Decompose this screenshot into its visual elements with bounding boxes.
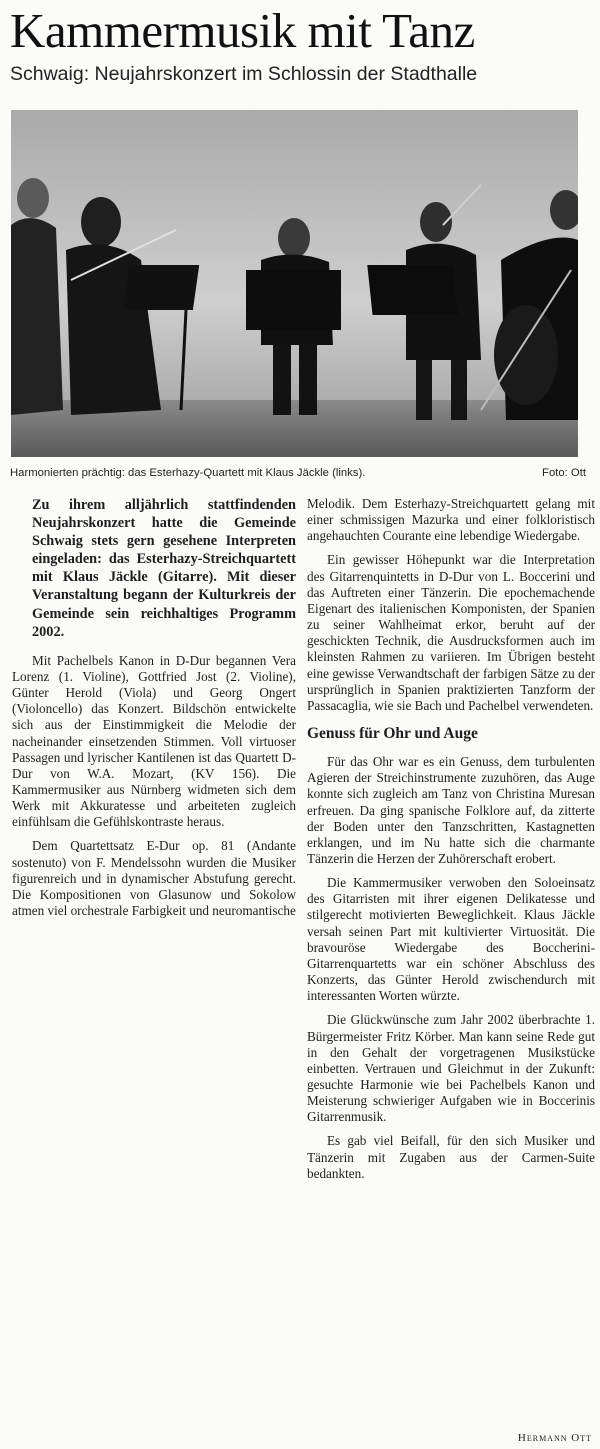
body-paragraph: Ein gewisser Höhepunkt war die Interpretation des Gitarrenquintetts in D-Dur von L. Boccerini und das Auftreten einer Tänzerin. Die epochemachende Eigenart des italienischen Komponisten, der Spanien zu seiner Wahlheimat erkor, beruht auf der geschickten Technik, die Ausdrucksformen auch im kleinsten Rahmen zu variieren. Im Übrigen besteht eine gewisse Verwandtschaft der farbigen Sätze zu der ursprünglich in Spanien praktizierten Tanzform der Passacaglia, wie sie Bach und Pachelbel verwendeten. xyxy=(307,552,595,713)
headline: Kammermusik mit Tanz xyxy=(10,3,475,58)
body-paragraph: Die Glückwünsche zum Jahr 2002 überbrachte 1. Bürgermeister Fritz Körber. Man kann seine Rede gut in den Gehalt der vorgetragenen Musikstücke einbetten. Vertrauen und Gleichmut in der Zukunft: gesuchte Harmonie wie bei Pachelbels Kanon und Meisterung schwieriger Aufgaben wie in Boccerinis Gitarrenmusik. xyxy=(307,1012,595,1125)
subheadline: Schwaig: Neujahrskonzert im Schlossin der Stadthalle xyxy=(10,63,478,85)
photo-caption: Harmonierten prächtig: das Esterhazy-Quartett mit Klaus Jäckle (links). xyxy=(10,467,366,479)
author-byline: Hermann Ott xyxy=(517,1432,592,1444)
body-paragraph: Dem Quartettsatz E-Dur op. 81 (Andante sostenuto) von F. Mendelssohn wurden die Musiker figurenreich und in dynamischer Abstufung gerecht. Die Kompositionen von Glasunow und Sokolow atmen viel orchestrale Farbigkeit und neuromantische xyxy=(12,838,296,919)
article-column-left xyxy=(12,496,296,919)
body-paragraph: Die Kammermusiker verwoben den Soloeinsatz des Gitarristen mit ihrer eigenen Delikatesse und stilgerecht motivierten Beweglichkeit. Klaus Jäckle versah seinen Part mit kultivierter Virtuosität. Die bravouröse Wiedergabe des Boccherini-Gitarrenquartetts war ein schöner Abschluss des Konzerts, das Günter Herold zwischendurch mit interessanten Worten würzte. xyxy=(307,875,595,1004)
article-lead: Zu ihrem alljährlich stattfindenden Neujahrskonzert hatte die Gemeinde Schwaig stets gern gesehene Interpreten eingeladen: das Esterhazy-Streichquartett mit Klaus Jäckle (Gitarre). Mit dieser Veranstaltung begann der Kulturkreis der Gemeinde sein reichhaltiges Programm 2002. xyxy=(32,497,296,640)
section-subheading: Genuss für Ohr und Auge xyxy=(307,725,478,743)
body-paragraph: Mit Pachelbels Kanon in D-Dur begannen Vera Lorenz (1. Violine), Gottfried Jost (2. Violine), Günter Herold (Viola) und Georg Ongert (Violoncello) das Konzert. Bildschön entwickelte sich aus der Einstimmigkeit die Melodie der nacheinander einsetzenden Stimmen. Voll virtuoser Passagen und lyrischer Kantilenen ist das Quartett D-Dur von W.A. Mozart, (KV 156). Die Kammermusiker aus Nürnberg widmeten sich dem Werk mit Akkuratesse und arbeiteten zugleich einfühlsam die Gefühlskontraste heraus. xyxy=(12,652,296,830)
body-paragraph: Melodik. Dem Esterhazy-Streichquartett gelang mit einer schmissigen Mazurka und einer folkloristisch angehauchten Courante eine lebendige Wiedergabe. xyxy=(307,496,595,544)
article-column-right xyxy=(307,496,595,1182)
photo-caption-line xyxy=(10,466,586,480)
body-paragraph: Es gab viel Beifall, für den sich Musiker und Tänzerin mit Zugaben aus der Carmen-Suite bedankten. xyxy=(307,1133,595,1181)
photo-credit: Foto: Ott xyxy=(542,467,586,479)
body-paragraph: Für das Ohr war es ein Genuss, dem turbulenten Agieren der Streichinstrumente zuzuhören, das Auge konnte sich zugleich am Tanz von Christina Muresan erfreuen. Da ging spanische Folklore auf, da zitterte der Boden unter den Tanzschritten, Kastagnetten erklangen, und im Nu hatte sich die charmante Tänzerin die Herzen der Zuhörerschaft erobert. xyxy=(307,754,595,866)
concert-photo-image xyxy=(11,110,578,457)
concert-photo xyxy=(11,110,578,457)
